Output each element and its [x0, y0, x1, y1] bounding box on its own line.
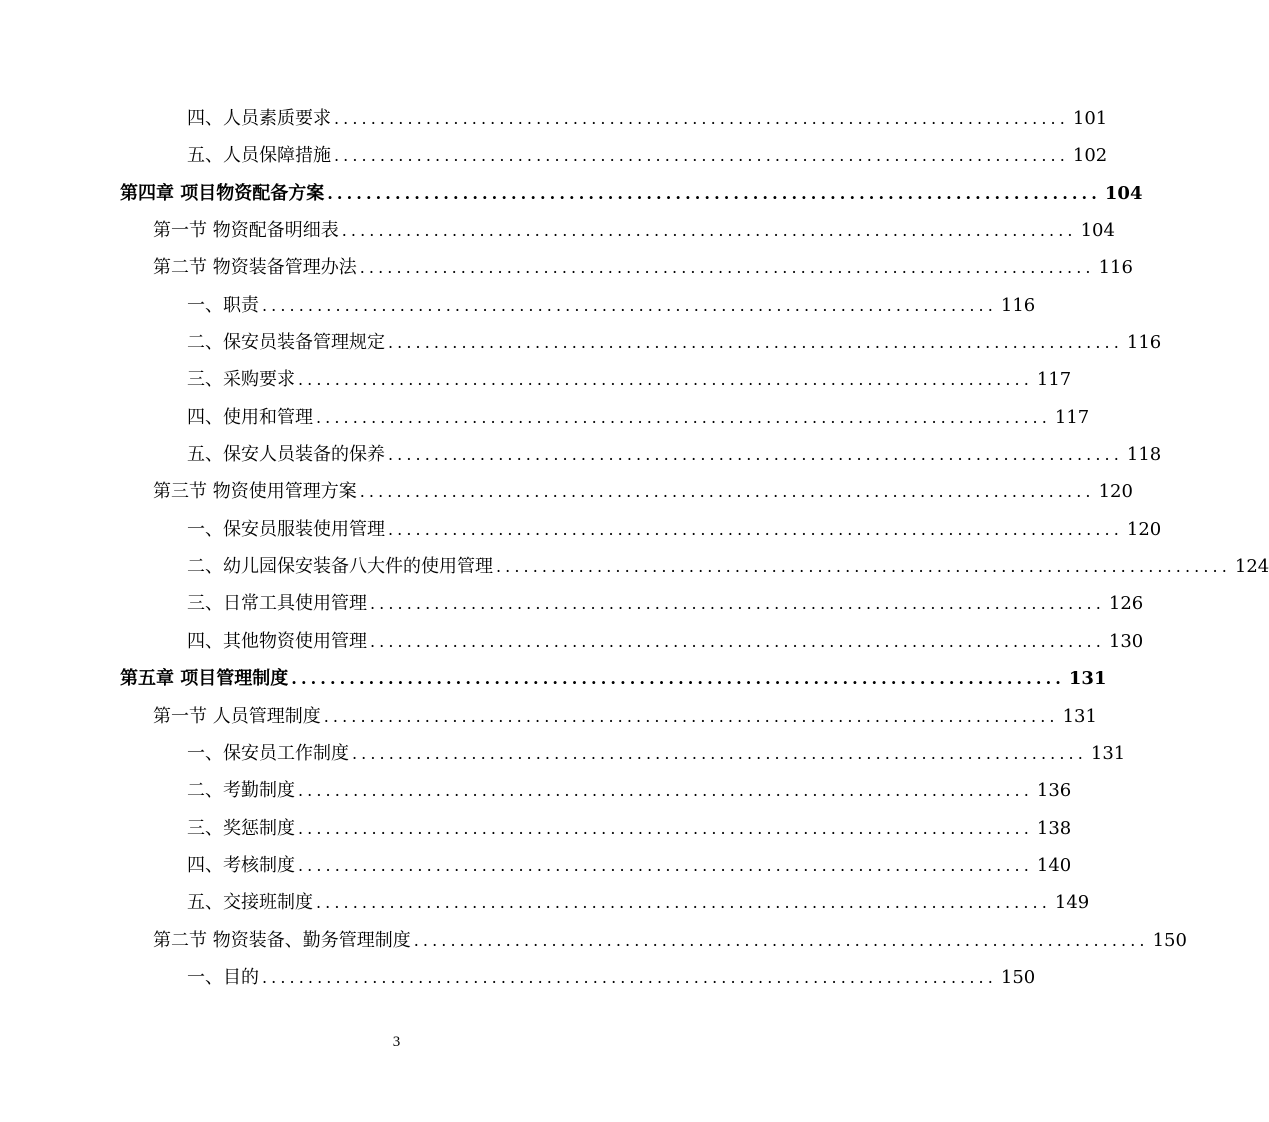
toc-entry-title: 第二节 物资装备、勤务管理制度	[153, 929, 411, 951]
toc-subsection-entry[interactable]	[0, 137, 1108, 174]
toc-subsection-entry[interactable]	[0, 847, 1072, 884]
toc-entry-page-number: 102	[1072, 145, 1108, 167]
toc-subsection-entry[interactable]	[0, 548, 1269, 585]
toc-entry-page-number: 104	[1104, 182, 1143, 204]
toc-entry-page-number: 116	[1126, 332, 1162, 354]
toc-entry-title: 三、奖惩制度	[187, 817, 295, 839]
toc-entry-title: 一、目的	[187, 966, 259, 988]
toc-subsection-entry[interactable]	[0, 735, 1126, 772]
toc-section-entry[interactable]	[0, 473, 1133, 510]
toc-subsection-entry[interactable]	[0, 511, 1162, 548]
toc-entry-title: 五、交接班制度	[187, 892, 313, 914]
toc-entry-title: 三、采购要求	[187, 369, 295, 391]
toc-leader-dots: ................................................................................	[359, 482, 1095, 502]
toc-leader-dots: ................................................................................	[323, 706, 1059, 726]
toc-leader-dots: ................................................................................	[262, 967, 997, 987]
toc-leader-dots: ................................................................................	[370, 594, 1105, 614]
toc-leader-dots: ................................................................................	[388, 445, 1123, 465]
toc-entry-title: 一、保安员服装使用管理	[187, 518, 385, 540]
toc-leader-dots: ................................................................................	[352, 743, 1087, 763]
toc-entry-page-number: 130	[1108, 630, 1144, 652]
toc-entry-title: 一、保安员工作制度	[187, 742, 349, 764]
toc-subsection-entry[interactable]	[0, 324, 1162, 361]
toc-entry-page-number: 117	[1054, 406, 1090, 428]
toc-leader-dots: ................................................................................	[298, 370, 1033, 390]
toc-entry-title: 四、使用和管理	[187, 406, 313, 428]
toc-entry-page-number: 116	[1098, 257, 1133, 279]
toc-leader-dots: ................................................................................	[496, 557, 1231, 577]
toc-entry-page-number: 124	[1234, 556, 1269, 578]
toc-subsection-entry[interactable]	[0, 436, 1162, 473]
toc-leader-dots: ................................................................................	[316, 893, 1051, 913]
toc-entry-title: 第五章 项目管理制度	[120, 668, 289, 690]
toc-entry-page-number: 104	[1080, 220, 1115, 242]
toc-leader-dots: ................................................................................	[327, 183, 1101, 203]
toc-leader-dots: ................................................................................	[262, 295, 997, 315]
toc-entry-page-number: 116	[1000, 294, 1036, 316]
toc-leader-dots: ................................................................................	[298, 855, 1033, 875]
toc-section-entry[interactable]	[0, 922, 1187, 959]
toc-leader-dots: ................................................................................	[291, 669, 1065, 689]
toc-entry-title: 三、日常工具使用管理	[187, 593, 367, 615]
toc-leader-dots: ................................................................................	[413, 930, 1149, 950]
toc-section-entry[interactable]	[0, 249, 1133, 286]
toc-entry-page-number: 138	[1036, 817, 1072, 839]
table-of-contents	[0, 100, 1269, 996]
toc-entry-title: 二、幼儿园保安装备八大件的使用管理	[187, 556, 493, 578]
toc-entry-page-number: 131	[1068, 668, 1107, 690]
toc-entry-page-number: 150	[1152, 929, 1187, 951]
toc-entry-title: 五、保安人员装备的保养	[187, 444, 385, 466]
toc-entry-page-number: 140	[1036, 854, 1072, 876]
toc-subsection-entry[interactable]	[0, 585, 1144, 622]
toc-subsection-entry[interactable]	[0, 884, 1090, 921]
toc-entry-page-number: 149	[1054, 892, 1090, 914]
toc-entry-title: 第一节 物资配备明细表	[153, 220, 339, 242]
toc-leader-dots: ................................................................................	[359, 258, 1095, 278]
toc-leader-dots: ................................................................................	[316, 407, 1051, 427]
toc-leader-dots: ................................................................................	[298, 818, 1033, 838]
toc-chapter-entry[interactable]	[0, 175, 1143, 212]
toc-entry-page-number: 117	[1036, 369, 1072, 391]
toc-entry-page-number: 131	[1090, 742, 1126, 764]
toc-entry-title: 四、其他物资使用管理	[187, 630, 367, 652]
toc-entry-title: 五、人员保障措施	[187, 145, 331, 167]
toc-leader-dots: ................................................................................	[370, 631, 1105, 651]
toc-subsection-entry[interactable]	[0, 810, 1072, 847]
toc-leader-dots: ................................................................................	[388, 519, 1123, 539]
toc-entry-page-number: 118	[1126, 444, 1162, 466]
toc-entry-page-number: 120	[1126, 518, 1162, 540]
toc-entry-title: 第三节 物资使用管理方案	[153, 481, 357, 503]
toc-leader-dots: ................................................................................	[341, 221, 1077, 241]
toc-subsection-entry[interactable]	[0, 399, 1090, 436]
toc-entry-title: 二、保安员装备管理规定	[187, 332, 385, 354]
toc-entry-title: 第一节 人员管理制度	[153, 705, 321, 727]
toc-entry-page-number: 131	[1062, 705, 1097, 727]
toc-section-entry[interactable]	[0, 212, 1115, 249]
toc-entry-title: 四、考核制度	[187, 854, 295, 876]
toc-chapter-entry[interactable]	[0, 660, 1107, 697]
toc-leader-dots: ................................................................................	[334, 109, 1069, 128]
toc-entry-title: 一、职责	[187, 294, 259, 316]
toc-subsection-entry[interactable]	[0, 100, 1108, 137]
toc-entry-page-number: 150	[1000, 966, 1036, 988]
page-number: 3	[392, 1034, 401, 1050]
toc-leader-dots: ................................................................................	[334, 146, 1069, 166]
toc-subsection-entry[interactable]	[0, 772, 1072, 809]
toc-entry-page-number: 136	[1036, 780, 1072, 802]
toc-section-entry[interactable]	[0, 698, 1097, 735]
toc-entry-title: 四、人员素质要求	[187, 108, 331, 129]
toc-subsection-entry[interactable]	[0, 623, 1144, 660]
toc-entry-title: 二、考勤制度	[187, 780, 295, 802]
toc-entry-page-number: 101	[1072, 108, 1108, 129]
toc-entry-title: 第二节 物资装备管理办法	[153, 257, 357, 279]
toc-leader-dots: ................................................................................	[298, 781, 1033, 801]
toc-subsection-entry[interactable]	[0, 959, 1036, 996]
toc-entry-page-number: 126	[1108, 593, 1144, 615]
toc-subsection-entry[interactable]	[0, 361, 1072, 398]
toc-subsection-entry[interactable]	[0, 287, 1036, 324]
toc-leader-dots: ................................................................................	[388, 333, 1123, 353]
toc-entry-page-number: 120	[1098, 481, 1133, 503]
toc-entry-title: 第四章 项目物资配备方案	[120, 182, 325, 204]
